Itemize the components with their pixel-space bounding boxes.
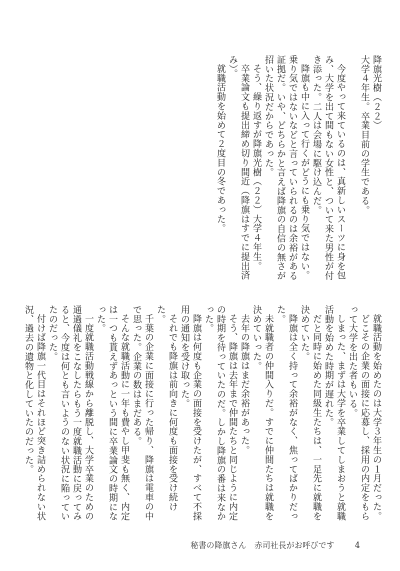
paragraph: 千葉の企業に面接に行った帰り、降旗は電車の中で思った。企業の数はまだある。 (131, 305, 153, 521)
paragraph: 卒業論文も提出締め切り間近（降旗はすでに提出済み）。 (227, 55, 249, 281)
bottom-text-block (22, 305, 382, 523)
paragraph: 今度やって来ているのは、真新しいスーツに身を包み、大学を出て間もない女性と、ついて来た男性が付き添った。二人は会場に駆け込んだ。 (311, 55, 345, 281)
paragraph: しまった、まずは大学を卒業してしまおうと就職活動を始めた時期が遅れた。 (323, 305, 345, 521)
paragraph: そう、繰り返すが降旗光樹（２２）大学４年生。 (251, 64, 261, 271)
paragraph: だと同時に始めた同級生たちは、一足先に就職を決めていた。 (299, 305, 321, 521)
character-description: 大学４年生。卒業目前の学生である。 (359, 55, 369, 215)
running-title: 秘書の降旗さん 赤司社長がお呼びです (190, 541, 335, 550)
paragraph: 就職活動を始めたのは大学３年生の１月だった。 (371, 314, 381, 521)
paragraph: 付けば降旗一代目はそれほど突き詰められない状況、過去の遺物と化していたのだった。 (23, 305, 45, 521)
paragraph: 未就職者の仲間入りだ。すでに仲間たちは就職を決めていった。 (251, 305, 273, 521)
paragraph: どこその企業の面接に応募し、採用の内定をもらって大学を出た者もいる。 (347, 305, 369, 521)
paragraph: 去年の降旗はまだ余裕があった。 (239, 314, 249, 455)
page-number: 4 (354, 541, 360, 550)
paragraph: そんな就職活動に一年も費やし甲斐も無く、内定は一つも貰えずあっという間に卒業論文の時期になった。 (95, 305, 129, 522)
paragraph: 降旗は全く持って余裕がなく、焦ってばかりだった。 (275, 305, 297, 521)
character-name: 降旗光樹（２２） (371, 55, 381, 131)
paragraph: 降旗も中に入って行くがどうにも乗り気ではない。乗り気ではないなどと言っていられるのは余裕がある証拠だ。いや、どちらかと言えば降旗の自信の無さが招いた状況だからであった。 (263, 55, 309, 281)
paragraph: 降旗は何度も企業の面接を受けたが、すべて不採用の通知を受け取った。 (179, 305, 201, 521)
top-text-block (214, 55, 382, 287)
page-footer (190, 540, 360, 551)
paragraph: それでも降旗は前向きに何度も面接を受け続けた。 (155, 305, 177, 512)
paragraph: そう、降旗は去年まで仲間たちと同じように内定の時期を待っていたのだ。しかし降旗の番は来なかった。 (203, 305, 237, 522)
paragraph: 一度就職活動戦線から離脱し、大学卒業のための通過儀礼をこなしたらもう一度就職活動に戻ってみると、今度は何とも言いようのない状況に陥っていたのだった。 (47, 305, 93, 522)
paragraph: 就職活動を始めて２度目の冬であった。 (215, 64, 225, 234)
